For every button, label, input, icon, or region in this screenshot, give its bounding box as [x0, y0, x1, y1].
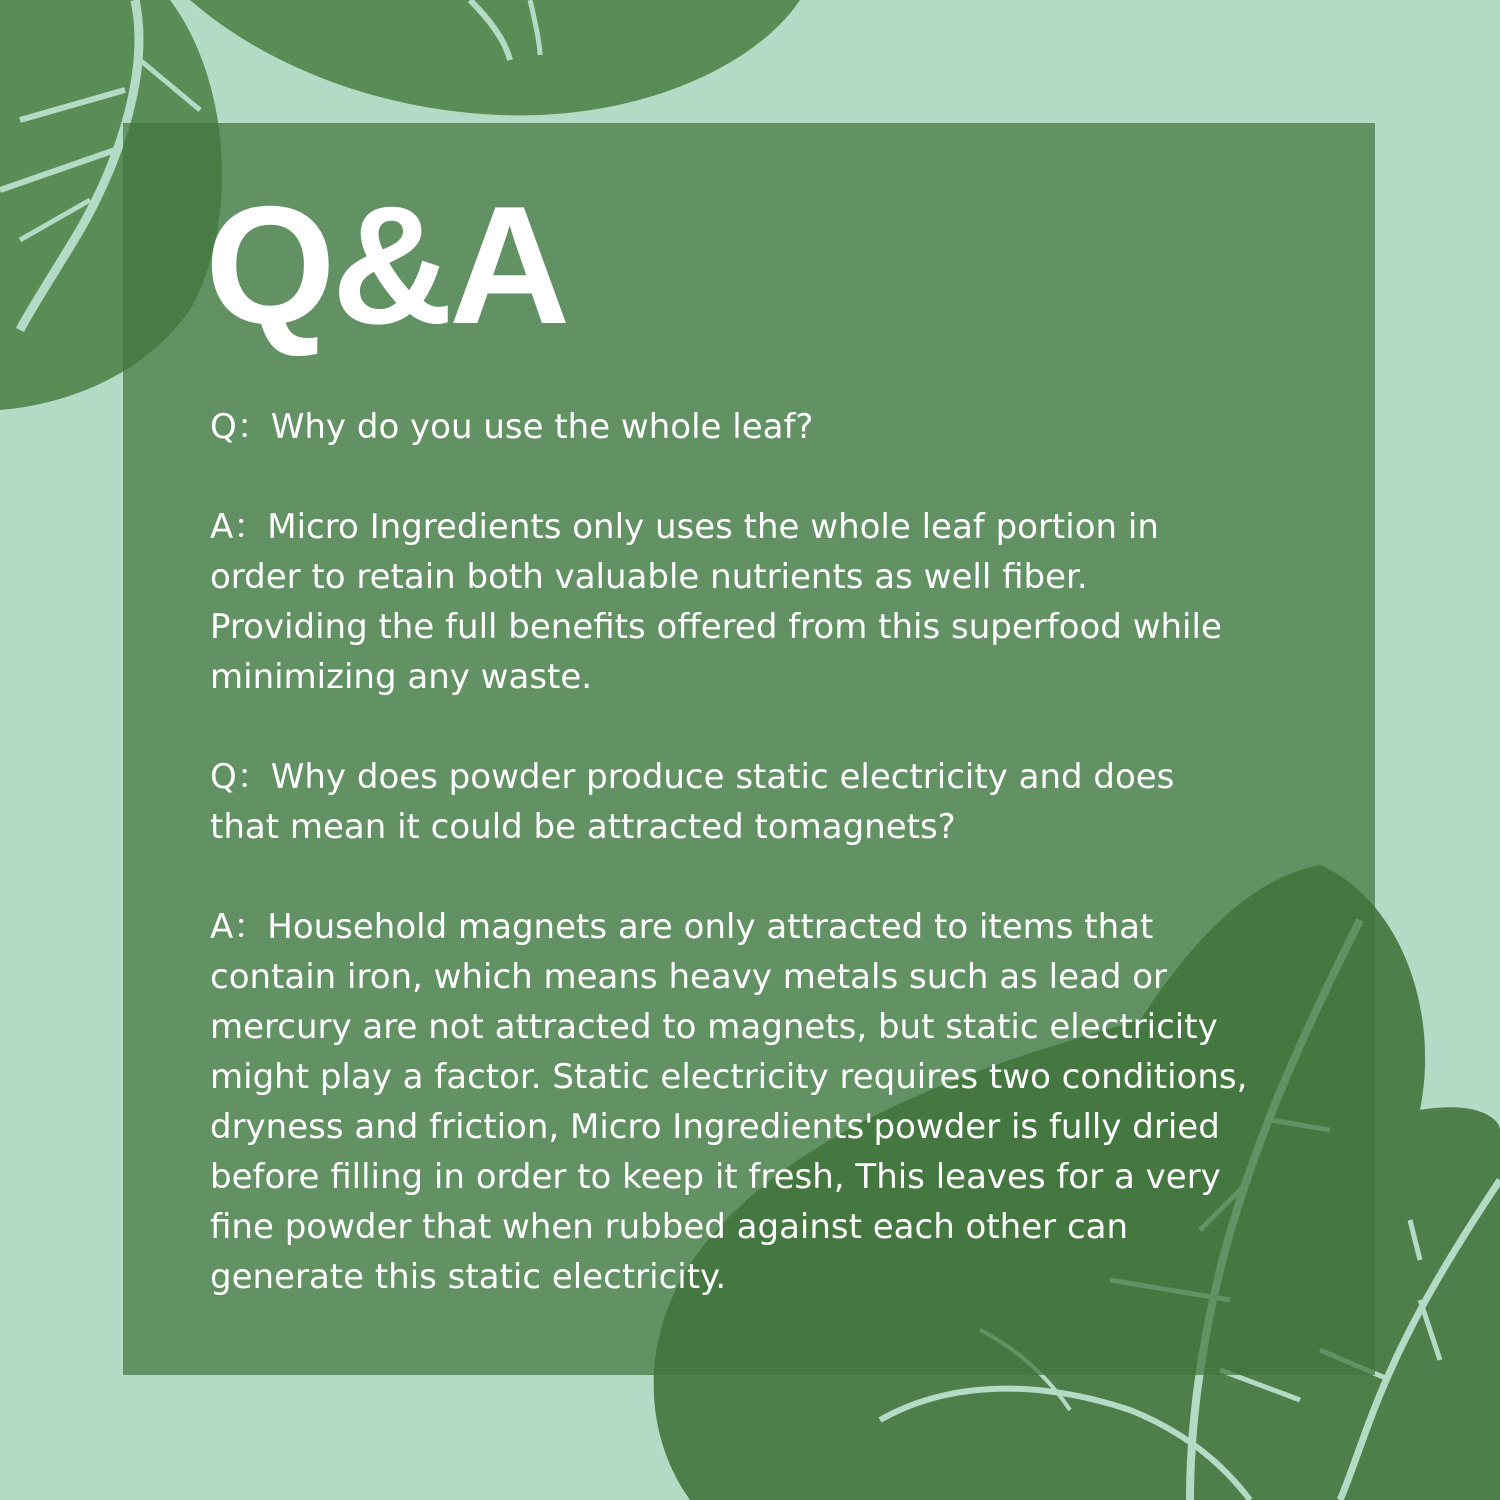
page-title: Q&A	[205, 171, 567, 359]
qa-list	[210, 402, 1310, 1352]
qa-content	[123, 123, 1375, 1375]
leaf-top-center	[190, 0, 800, 115]
question-2: Q：Why does powder produce static electricity and does that mean it could be attracted tomagnets?	[210, 757, 1175, 847]
answer-2: A：Household magnets are only attracted to items that contain iron, which means heavy metals such as lead or mercury are not attracted to magnets, but static electricity might play a factor. Static electricity requires two conditions, dryness and friction, Micro Ingredients'powder is fully dried before filling in order to keep it fresh, This leaves for a very fine powder that when rubbed against each other can generate this static electricity.	[210, 907, 1248, 1297]
question-1: Q：Why do you use the whole leaf?	[210, 407, 814, 447]
answer-1: A：Micro Ingredients only uses the whole leaf portion in order to retain both valuable nutrients as well fiber. Providing the full benefits offered from this superfood while minimizing any waste.	[210, 507, 1222, 697]
